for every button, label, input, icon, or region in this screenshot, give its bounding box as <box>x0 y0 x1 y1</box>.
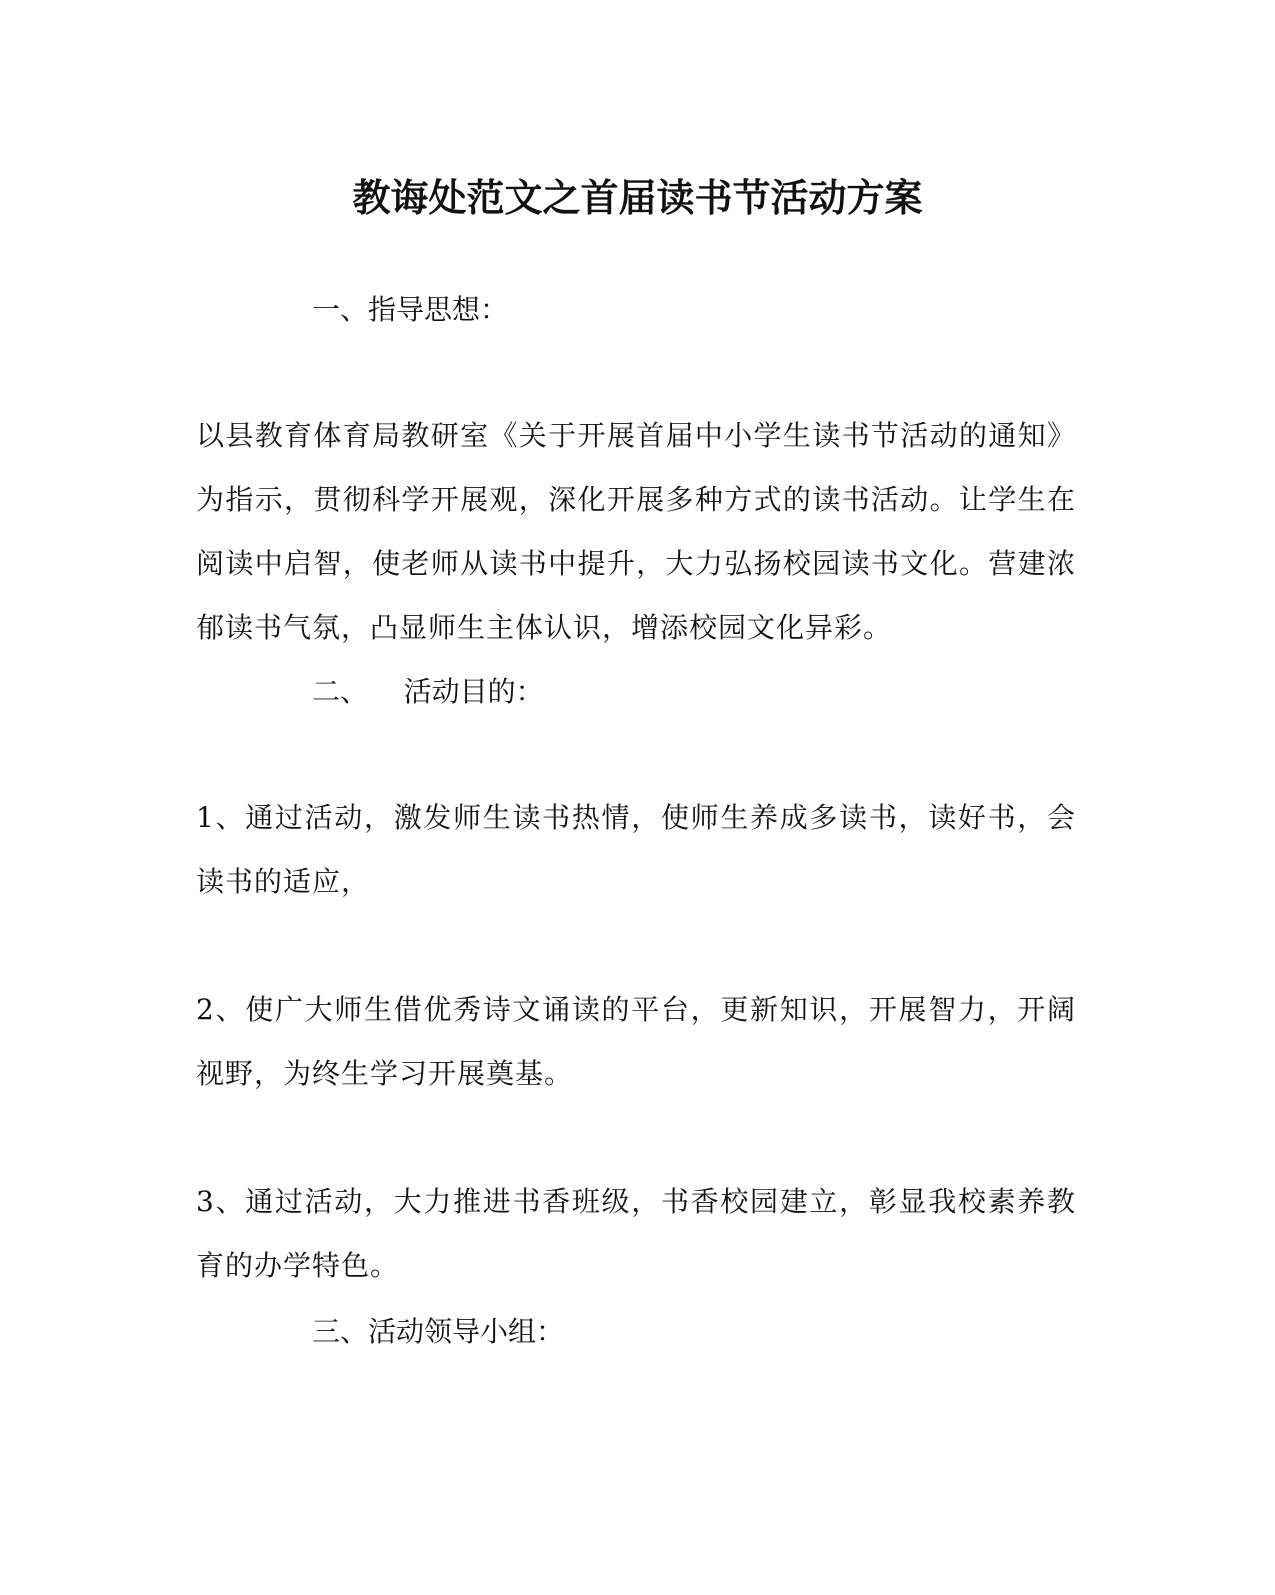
section-heading-guiding-thought: 一、指导思想： <box>312 293 509 326</box>
section-heading-leadership-group: 三、活动领导小组： <box>312 1315 565 1348</box>
paragraph-purpose-1: 1、通过活动，激发师生读书热情，使师生养成多读书，读好书，会读书的适应， <box>196 801 1076 898</box>
paragraph-purpose-3: 3、通过活动，大力推进书香班级，书香校园建立，彰显我校素养教育的办学特色。 <box>196 1185 1076 1282</box>
section-heading-activity-purpose: 二、 活动目的： <box>312 675 544 708</box>
document-title: 教诲处范文之首届读书节活动方案 <box>352 175 923 220</box>
paragraph-guiding-thought: 以县教育体育局教研室《关于开展首届中小学生读书节活动的通知》为指示，贯彻科学开展观，深化开展多种方式的读书活动。让学生在阅读中启智，使老师从读书中提升，大力弘扬校园读书文化。营建浓郁读书气氛，凸显师生主体认识，增添校园文化异彩。 <box>196 419 1076 644</box>
paragraph-purpose-2: 2、使广大师生借优秀诗文诵读的平台，更新知识，开展智力，开阔视野，为终生学习开展奠基。 <box>196 993 1076 1090</box>
